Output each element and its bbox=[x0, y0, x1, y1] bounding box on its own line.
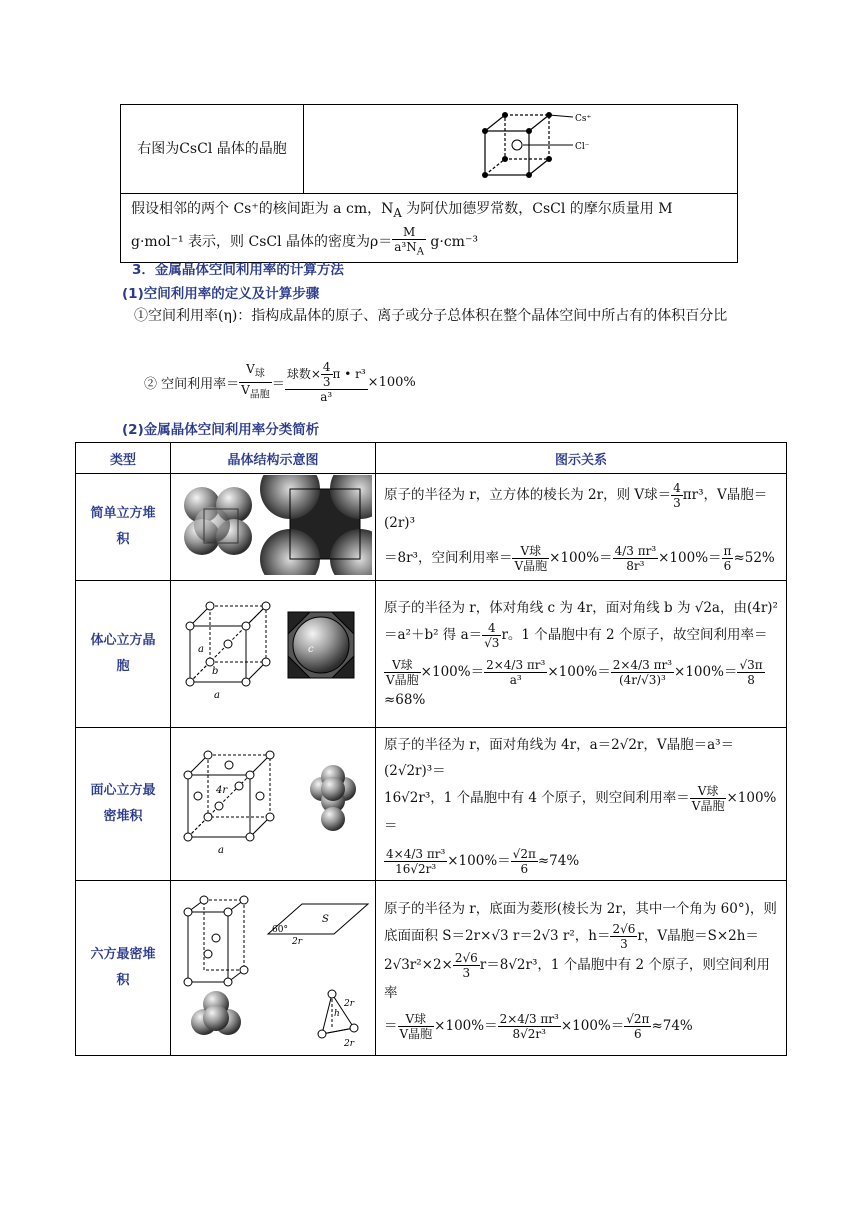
figure-simple-cubic bbox=[171, 474, 376, 581]
row-type-simple-cubic: 简单立方堆积 bbox=[76, 474, 171, 581]
svg-text:2r: 2r bbox=[292, 937, 303, 947]
cscl-density-cell bbox=[121, 194, 738, 263]
header-relation: 图示关系 bbox=[376, 443, 787, 474]
cscl-label: 右图为CsCl 晶体的晶胞 bbox=[137, 141, 287, 157]
formula-prefix: ② 空间利用率＝ bbox=[144, 376, 240, 392]
cscl-table bbox=[120, 104, 738, 263]
header-type: 类型 bbox=[76, 443, 171, 474]
formula-main-fraction: 球数× $\frac{4}{3}$ π • r³ a³ bbox=[286, 360, 366, 404]
figure-hcp bbox=[171, 881, 376, 1056]
table-header-row bbox=[76, 443, 787, 474]
density-sub: A bbox=[393, 205, 402, 220]
svg-text:S: S bbox=[322, 914, 329, 925]
definition-text: ①空间利用率(η)：指构成晶体的原子、离子或分子总体积在整个晶体空间中所占有的体积百分比 bbox=[134, 308, 728, 324]
utilization-formula: ② 空间利用率＝ $\frac{V_球}{V_{晶胞}}$ ＝ 球数× $\frac{4}{3}$ π • r³ a³ ×100% bbox=[144, 360, 416, 404]
svg-text:a: a bbox=[218, 845, 224, 856]
relation-fcc: 原子的半径为 r，面对角线为 4r，a＝2√2r，V晶胞＝a³＝(2√2r)³＝ 16√2r³，1 个晶胞中有 4 个原子，则空间利用率＝ $\frac{\text{V球}}{\text{V晶胞}}$ ×100%＝ $\frac{\text{4×4/3 πr³}}{\text{16√2r³}}$ ×100%＝ $\frac{√2\pi}{6}$ ≈74% bbox=[376, 728, 787, 881]
density-text: 假设相邻的两个 Cs⁺的核间距为 a cm，N bbox=[131, 200, 394, 217]
figure-bcc bbox=[171, 581, 376, 728]
utilization-table bbox=[75, 442, 787, 1056]
subsection-1-title: (1)空间利用率的定义及计算步骤 bbox=[122, 286, 320, 302]
table-row bbox=[76, 881, 787, 1056]
svg-text:2r: 2r bbox=[344, 999, 355, 1009]
svg-text:2r: 2r bbox=[344, 1039, 355, 1049]
simple-cubic-diagram bbox=[172, 475, 372, 575]
hcp-diagram bbox=[172, 882, 372, 1050]
relation-bcc: 原子的半径为 r，体对角线 c 为 4r，面对角线 b 为 √2a，由(4r)² ＝a²＋b² 得 a＝ $\frac{4}{√3}$ r。1 个晶胞中有 2 个原子，故空间利用率＝ $\frac{\text{V球}}{\text{V晶胞}}$ ×100%＝ $\frac{\text{2×4/3 πr³}}{\text{a³}}$ ×100%＝ $\frac{\text{2×4/3 πr³}}{\text{(4r/√3)³}}$ ×100%＝ $\frac{√3\pi}{8}$ ≈68% bbox=[376, 581, 787, 728]
svg-text:60°: 60° bbox=[272, 925, 288, 935]
header-figure: 晶体结构示意图 bbox=[171, 443, 376, 474]
svg-text:4r: 4r bbox=[216, 785, 228, 796]
table-row bbox=[76, 474, 787, 581]
density-fraction: $\frac{M}{a^3N_A}$ bbox=[394, 224, 424, 258]
table-row bbox=[76, 728, 787, 881]
figure-fcc bbox=[171, 728, 376, 881]
cs-label: Cs⁺ bbox=[575, 114, 592, 124]
cscl-figure-cell bbox=[304, 105, 738, 194]
fcc-diagram bbox=[172, 737, 372, 867]
row-type-fcc: 面心立方最密堆积 bbox=[76, 728, 171, 881]
density-unit: g·cm⁻³ bbox=[425, 233, 478, 250]
formula-vball-vcell: $\frac{V_球}{V_{晶胞}}$ bbox=[241, 362, 270, 400]
relation-simple-cubic: 原子的半径为 r，立方体的棱长为 2r，则 V球＝ $\frac{4}{3}$ πr³，V晶胞＝(2r)³ ＝8r³，空间利用率＝ $\frac{\text{V球}}{\text{V晶胞}}$ ×100%＝ $\frac{\text{4/3 πr³}}{\text{8r³}}$ ×100%＝ $\frac{\pi}{6}$ ≈52% bbox=[376, 474, 787, 581]
cl-label: Cl⁻ bbox=[575, 142, 590, 152]
row-type-hcp: 六方最密堆积 bbox=[76, 881, 171, 1056]
formula-tail: ×100% bbox=[367, 374, 416, 390]
svg-text:h: h bbox=[334, 1009, 340, 1019]
table-row bbox=[76, 581, 787, 728]
section-title: 3．金属晶体空间利用率的计算方法 bbox=[132, 262, 344, 278]
density-text-2: 为阿伏加德罗常数，CsCl 的摩尔质量用 M g·mol⁻¹ 表示，则 CsCl 晶体的密度为ρ＝ bbox=[131, 200, 673, 250]
row-type-bcc: 体心立方晶胞 bbox=[76, 581, 171, 728]
svg-text:c: c bbox=[308, 644, 314, 655]
subsection-2-title: (2)金属晶体空间利用率分类简析 bbox=[122, 422, 320, 438]
svg-text:a: a bbox=[214, 690, 220, 701]
cscl-cell-diagram bbox=[475, 109, 615, 189]
bcc-diagram bbox=[172, 582, 372, 722]
cscl-label-cell bbox=[121, 105, 304, 194]
svg-text:a: a bbox=[198, 644, 204, 655]
svg-text:b: b bbox=[212, 666, 219, 677]
relation-hcp: 原子的半径为 r，底面为菱形(棱长为 2r，其中一个角为 60°)，则 底面面积 S＝2r×√3 r＝2√3 r²，h＝ $\frac{2√6}{3}$ r，V晶胞＝S×2h＝ 2√3r²×2× $\frac{2√6}{3}$ r＝8√2r³，1 个晶胞中有 2 个原子，则空间利用率 ＝ $\frac{\text{V球}}{\text{V晶胞}}$ ×100%＝ $\frac{\text{2×4/3 πr³}}{\text{8√2r³}}$ ×100%＝ $\frac{√2\pi}{6}$ ≈74% bbox=[376, 881, 787, 1056]
